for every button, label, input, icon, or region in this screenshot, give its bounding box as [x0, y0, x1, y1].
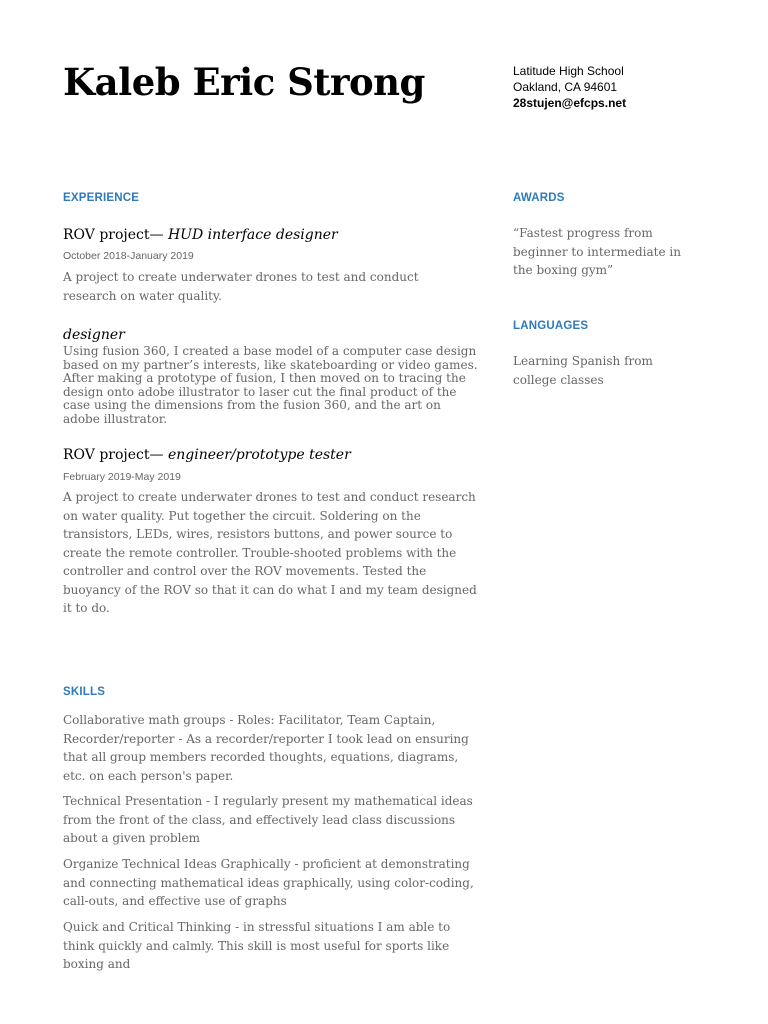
school-name: Latitude High School [513, 64, 624, 78]
skill-item: Organize Technical Ideas Graphically - proficient at demonstrating and connecting mathematical ideas graphically, using color-coding, call-outs, and effective use of graphs [63, 857, 474, 908]
award-item: “Fastest progress from beginner to intermediate in the boxing gym” [513, 226, 681, 277]
skill-item: Quick and Critical Thinking - in stressful situations I am able to think quickly and calmly. This skill is most useful for sports like boxing and [63, 920, 451, 971]
role: HUD interface designer [167, 227, 338, 243]
location: Oakland, CA 94601 [513, 80, 618, 94]
project-name: ROV project— [63, 227, 168, 243]
skill-item: Technical Presentation - I regularly present my mathematical ideas from the front of the class, and effectively lead class discussions about a given problem [63, 794, 473, 845]
language-item: Learning Spanish from college classes [513, 354, 653, 387]
experience-entry-2-title [63, 327, 125, 343]
skills-heading: SKILLS [63, 686, 106, 698]
experience-entry-3-description: A project to create underwater drones to test and conduct research on water quality. Put together the circuit. Soldering on the transistors, LEDs, wires, resistors buttons, and power source to create the remote controller. Trouble-shooted problems with the controller and control over the ROV movements. Tested the buoyancy of the ROV so that it can do what I and my team designed it to do. [63, 490, 477, 615]
experience-entry-1-title [63, 227, 338, 243]
languages-heading: LANGUAGES [513, 320, 589, 332]
role: designer [63, 327, 125, 343]
experience-entry-3-title [63, 447, 351, 463]
role: engineer/prototype tester [167, 447, 351, 463]
experience-entry-1-date: October 2018-January 2019 [63, 250, 194, 262]
experience-entry-3-date: February 2019-May 2019 [63, 471, 181, 483]
experience-entry-1-description: A project to create underwater drones to test and conduct research on water quality. [63, 270, 419, 303]
email-link[interactable]: 28stujen@efcps.net [513, 96, 627, 110]
contact-block [513, 63, 626, 111]
experience-heading: EXPERIENCE [63, 192, 140, 204]
project-name: ROV project— [63, 447, 168, 463]
experience-entry-2-description: Using fusion 360, I created a base model of a computer case design based on my partner’s interests, like skateboarding or video games. After making a prototype of fusion, I then moved on to tracing the design onto adobe illustrator to laser cut the final product of the case using the dimensions from the fusion 360, and the art on adobe illustrator. [63, 344, 478, 426]
awards-heading: AWARDS [513, 192, 565, 204]
skill-item: Collaborative math groups - Roles: Facilitator, Team Captain, Recorder/reporter - As a recorder/reporter I took lead on ensuring that all group members recorded thoughts, equations, diagrams, etc. on each person's paper. [63, 713, 469, 783]
resume-name: Kaleb Eric Strong [63, 60, 425, 104]
